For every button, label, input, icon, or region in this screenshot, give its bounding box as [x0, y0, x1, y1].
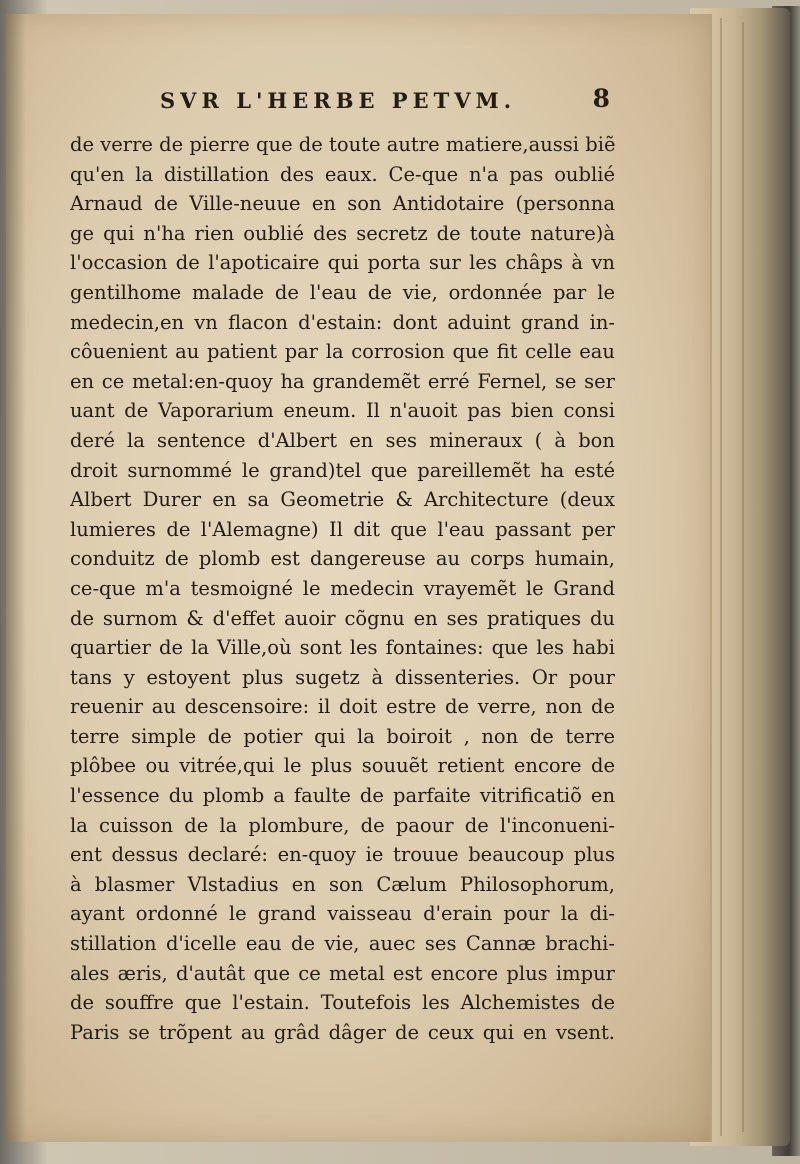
text-line: reuenir au descensoire: il doit estre de verre, non de	[70, 695, 615, 719]
text-line: plôbee ou vitrée,qui le plus souuẽt retient encore de	[70, 754, 615, 778]
page-header	[160, 82, 610, 122]
text-line: ales æris, d'autât que ce metal est encore plus impur	[70, 961, 615, 985]
text-line: l'essence du plomb a faulte de parfaite vitrificatiõ en	[70, 784, 615, 808]
body-text	[70, 130, 615, 1047]
text-line: qu'en la distillation des eaux. Ce-que n'a pas oublié	[70, 162, 615, 186]
text-line: gentilhome malade de l'eau de vie, ordonnée par le	[70, 280, 615, 304]
text-line: côuenient au patient par la corrosion que fit celle eau	[70, 340, 615, 364]
text-line: l'occasion de l'apoticaire qui porta sur les châps à vn	[70, 251, 615, 275]
text-line: droit surnommé le grand)tel que pareillemẽt ha esté	[70, 458, 615, 482]
text-line: de souffre que l'estain. Toutefois les Alchemistes de	[70, 991, 615, 1015]
text-line: medecin,en vn flacon d'estain: dont aduint grand in-	[70, 310, 615, 334]
text-line: de verre de pierre que de toute autre matiere,aussi biẽ	[70, 133, 615, 156]
text-line: de surnom & d'effet auoir cõgnu en ses pratiques du	[70, 606, 615, 630]
running-head: SVR L'HERBE PETVM.	[160, 88, 517, 113]
text-line: deré la sentence d'Albert en ses mineraux ( à bon	[70, 428, 615, 452]
text-line: uant de Vaporarium eneum. Il n'auoit pas bien consi	[70, 399, 615, 423]
text-line: ayant ordonné le grand vaisseau d'erain pour la di-	[70, 902, 615, 926]
text-line: lumieres de l'Alemagne) Il dit que l'eau passant per	[70, 517, 615, 541]
text-line: terre simple de potier qui la boiroit , non de terre	[70, 724, 615, 748]
text-line: stillation d'icelle eau de vie, auec ses Cannæ brachi-	[70, 932, 615, 956]
text-line: Albert Durer en sa Geometrie & Architecture (deux	[70, 488, 615, 512]
text-line: ent dessus declaré: en-quoy ie trouue beaucoup plus	[70, 843, 615, 867]
page-number: 8	[592, 84, 610, 113]
text-line: tans y estoyent plus sugetz à dissenteries. Or pour	[70, 665, 615, 689]
text-line: la cuisson de la plombure, de paour de l'inconueni-	[70, 813, 615, 837]
text-line: Arnaud de Ville-neuue en son Antidotaire (personna	[70, 192, 615, 216]
text-line: conduitz de plomb est dangereuse au corps humain,	[70, 547, 615, 571]
text-line: quartier de la Ville,où sont les fontaines: que les habi	[70, 636, 615, 660]
text-line: en ce metal:en-quoy ha grandemẽt erré Fernel, se ser	[70, 369, 615, 393]
text-line: à blasmer Vlstadius en son Cælum Philosophorum,	[70, 872, 615, 896]
text-line: ce-que m'a tesmoigné le medecin vrayemẽt le Grand	[70, 576, 615, 600]
text-line: ge qui n'ha rien oublié des secretz de toute nature)à	[70, 221, 615, 245]
text-line: Paris se trõpent au grâd dâger de ceux qui en vsent.	[70, 1020, 615, 1044]
spine-shadow	[6, 14, 26, 1142]
